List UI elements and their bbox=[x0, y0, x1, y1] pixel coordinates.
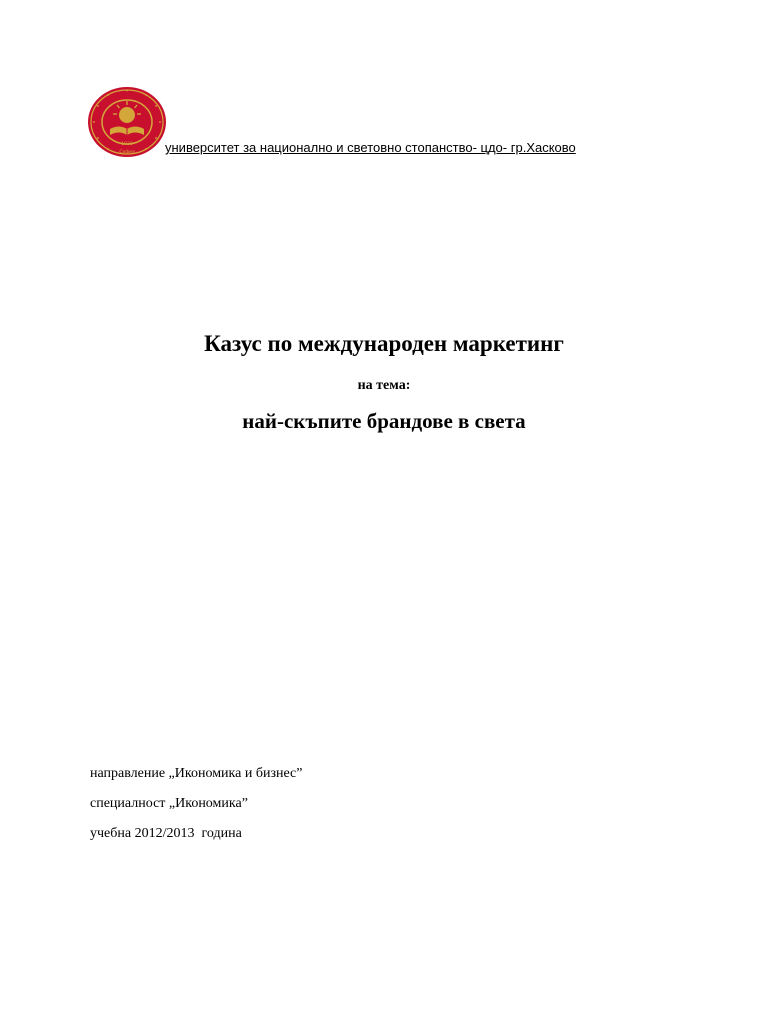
academic-year-line: учебна 2012/2013 година bbox=[90, 826, 242, 841]
document-title: Казус по международен маркетинг bbox=[204, 331, 564, 356]
specialty-line: специалност „Икономика” bbox=[90, 796, 248, 811]
theme-label: на тема: bbox=[357, 378, 411, 393]
topic-title: най-скъпите брандове в света bbox=[242, 409, 526, 433]
university-name: университет за национално и световно стопанство- цдо- гр.Хасково bbox=[165, 140, 576, 155]
seal-city-text: София bbox=[119, 150, 135, 155]
seal-year-text: 1920 bbox=[121, 142, 133, 147]
direction-line: направление „Икономика и бизнес” bbox=[90, 766, 303, 781]
university-seal-icon bbox=[86, 85, 168, 159]
